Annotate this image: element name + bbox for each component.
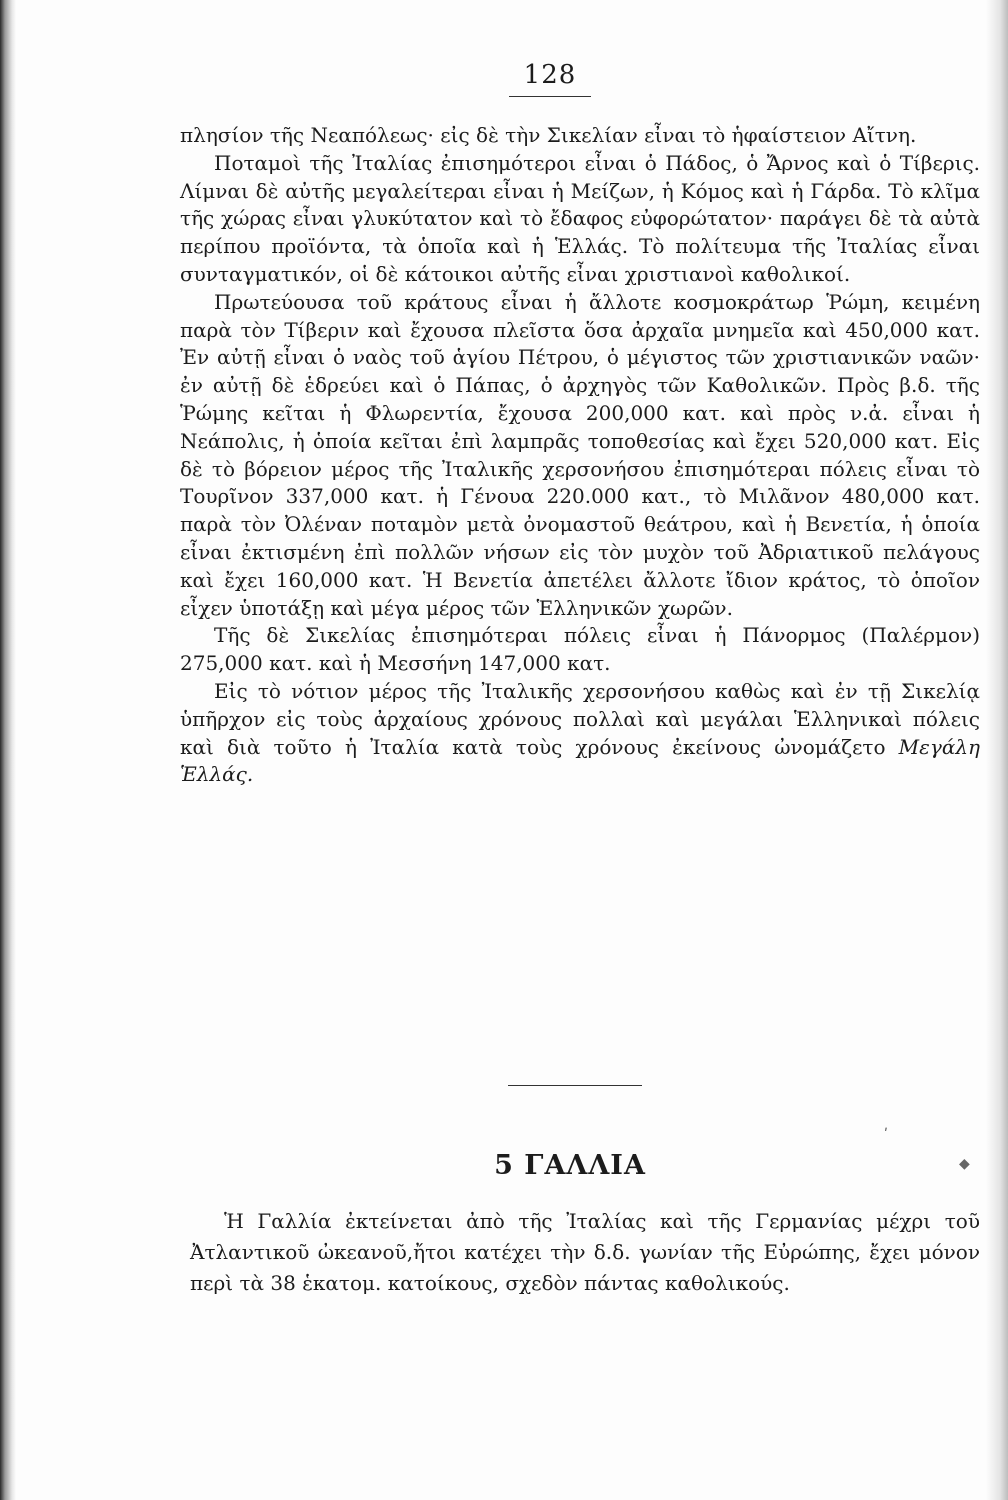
body-text xyxy=(180,122,980,789)
magna-graecia-emphasis: Μεγάλη Ἑλλάς. xyxy=(180,734,980,787)
section-text xyxy=(190,1206,980,1299)
page-number: 128 xyxy=(523,60,577,90)
ornament-icon: ◆ xyxy=(959,1156,970,1172)
page-outer-edge xyxy=(986,0,1008,1500)
paragraph-rivers-lakes: Ποταμοὶ τῆς Ἰταλίας ἐπισημότεροι εἶναι ὁ Πάδος, ὁ Ἄρνος καὶ ὁ Τίβερις. Λίμναι δὲ αὐτῆς μεγαλείτεραι εἶναι ἡ Μείζων, ἡ Κόμος καὶ ἡ Γάρδα. Τὸ κλῖμα τῆς χώρας εἶναι γλυκύτατον καὶ τὸ ἔδαφος εὐφορώτατον· παράγει δὲ τὰ αὐτὰ περίπου προϊόντα, τὰ ὁποῖα καὶ ἡ Ἑλλάς. Τὸ πολίτευμα τῆς Ἰταλίας εἶναι συνταγματικόν, οἱ δὲ κάτοικοι αὐτῆς εἶναι χριστιανοὶ καθολικοί. xyxy=(180,150,980,286)
magna-graecia-text: Εἰς τὸ νότιον μέρος τῆς Ἰταλικῆς χερσονήσου καθὼς καὶ ἐν τῇ Σικελίᾳ ὑπῆρχον εἰς τοὺς ἀρχαίους χρόνους πολλαὶ καὶ μεγάλαι Ἑλληνικαὶ πόλεις καὶ διὰ τοῦτο ἡ Ἰταλία κατὰ τοὺς χρόνους ἐκείνους ὠνομάζετο xyxy=(180,678,980,759)
print-mark: ʹ xyxy=(884,1127,888,1143)
paragraph-capital-cities: Πρωτεύουσα τοῦ κράτους εἶναι ἡ ἄλλοτε κοσμοκράτωρ Ῥώμη, κειμένη παρὰ τὸν Τίβεριν καὶ ἔχουσα πλεῖστα ὅσα ἀρχαῖα μνημεῖα καὶ 450,000 κατ. Ἐν αὐτῇ εἶναι ὁ ναὸς τοῦ ἁγίου Πέτρου, ὁ μέγιστος τῶν χριστιανικῶν ναῶν· ἐν αὐτῇ δὲ ἑδρεύει καὶ ὁ Πάπας, ὁ ἀρχηγὸς τῶν Καθολικῶν. Πρὸς β.δ. τῆς Ῥώμης κεῖται ἡ Φλωρεντία, ἔχουσα 200,000 κατ. καὶ πρὸς ν.ἀ. εἶναι ἡ Νεάπολις, ἡ ὁποία κεῖται ἐπὶ λαμπρᾶς τοποθεσίας καὶ ἔχει 520,000 κατ. Εἰς δὲ τὸ βόρειον μέρος τῆς Ἰταλικῆς χερσονήσου ἐπισημότεραι πόλεις εἶναι τὸ Τουρῖνον 337,000 κατ. ἡ Γένουα 220.000 κατ., τὸ Μιλᾶνον 480,000 κατ. παρὰ τὸν Ὀλέναν ποταμὸν μετὰ ὀνομαστοῦ θεάτρου, καὶ ἡ Βενετία, ἡ ὁποία εἶναι ἐκτισμένη ἐπὶ πολλῶν νήσων εἰς τὸν μυχὸν τοῦ Ἀδριατικοῦ πελάγους καὶ ἔχει 160,000 κατ. Ἡ Βενετία ἀπετέλει ἄλλοτε ἴδιον κράτος, τὸ ὁποῖον εἶχεν ὑποτάξῃ καὶ μέγα μέρος τῶν Ἑλληνικῶν χωρῶν. xyxy=(180,289,980,620)
page-number-rule xyxy=(509,96,591,97)
page-binding-edge xyxy=(0,0,16,1500)
paragraph-france: Ἡ Γαλλία ἐκτείνεται ἀπὸ τῆς Ἰταλίας καὶ τῆς Γερμανίας μέχρι τοῦ Ἀτλαντικοῦ ὠκεανοῦ,ἤτοι κατέχει τὴν δ.δ. γωνίαν τῆς Εὐρώπης, ἔχει μόνον περὶ τὰ 38 ἑκατομ. κατοίκους, σχεδὸν πάντας καθολικούς. xyxy=(190,1209,980,1295)
section-divider xyxy=(508,1085,642,1086)
paragraph-sicily-cities: Τῆς δὲ Σικελίας ἐπισημότεραι πόλεις εἶναι ἡ Πάνορμος (Παλέρμον) 275,000 κατ. καὶ ἡ Μεσσήνη 147,000 κατ. xyxy=(180,623,980,676)
paragraph-aitna: πλησίον τῆς Νεαπόλεως· εἰς δὲ τὴν Σικελίαν εἶναι τὸ ἡφαίστειον Αἴτνη. xyxy=(180,123,917,147)
section-title: 5 ΓΑΛΛΙΑ xyxy=(494,1150,646,1181)
paragraph-magna-graecia xyxy=(180,678,980,789)
